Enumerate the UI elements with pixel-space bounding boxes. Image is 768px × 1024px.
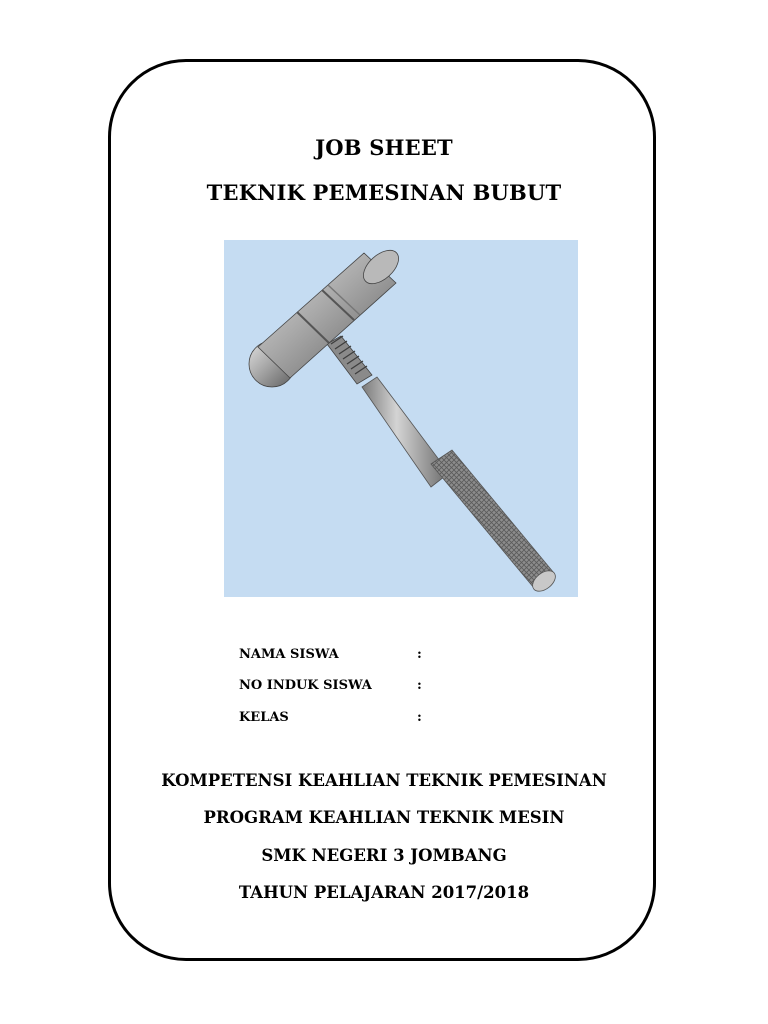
student-id-label: NO INDUK SISWA bbox=[239, 678, 372, 693]
academic-year-line: TAHUN PELAJARAN 2017/2018 bbox=[238, 883, 530, 902]
hammer-illustration bbox=[224, 240, 578, 597]
hammer-head bbox=[249, 244, 405, 387]
competency-line: KOMPETENSI KEAHLIAN TEKNIK PEMESINAN bbox=[161, 771, 607, 790]
document-title: JOB SHEET bbox=[315, 135, 453, 160]
document-subtitle: TEKNIK PEMESINAN BUBUT bbox=[206, 180, 562, 205]
class-colon: : bbox=[417, 710, 422, 725]
student-id-colon: : bbox=[417, 678, 422, 693]
student-name-label: NAMA SISWA bbox=[239, 647, 339, 662]
school-line: SMK NEGERI 3 JOMBANG bbox=[261, 846, 507, 865]
class-label: KELAS bbox=[239, 710, 289, 725]
hammer-handle bbox=[327, 336, 559, 595]
student-name-colon: : bbox=[417, 647, 422, 662]
program-line: PROGRAM KEAHLIAN TEKNIK MESIN bbox=[203, 808, 565, 827]
